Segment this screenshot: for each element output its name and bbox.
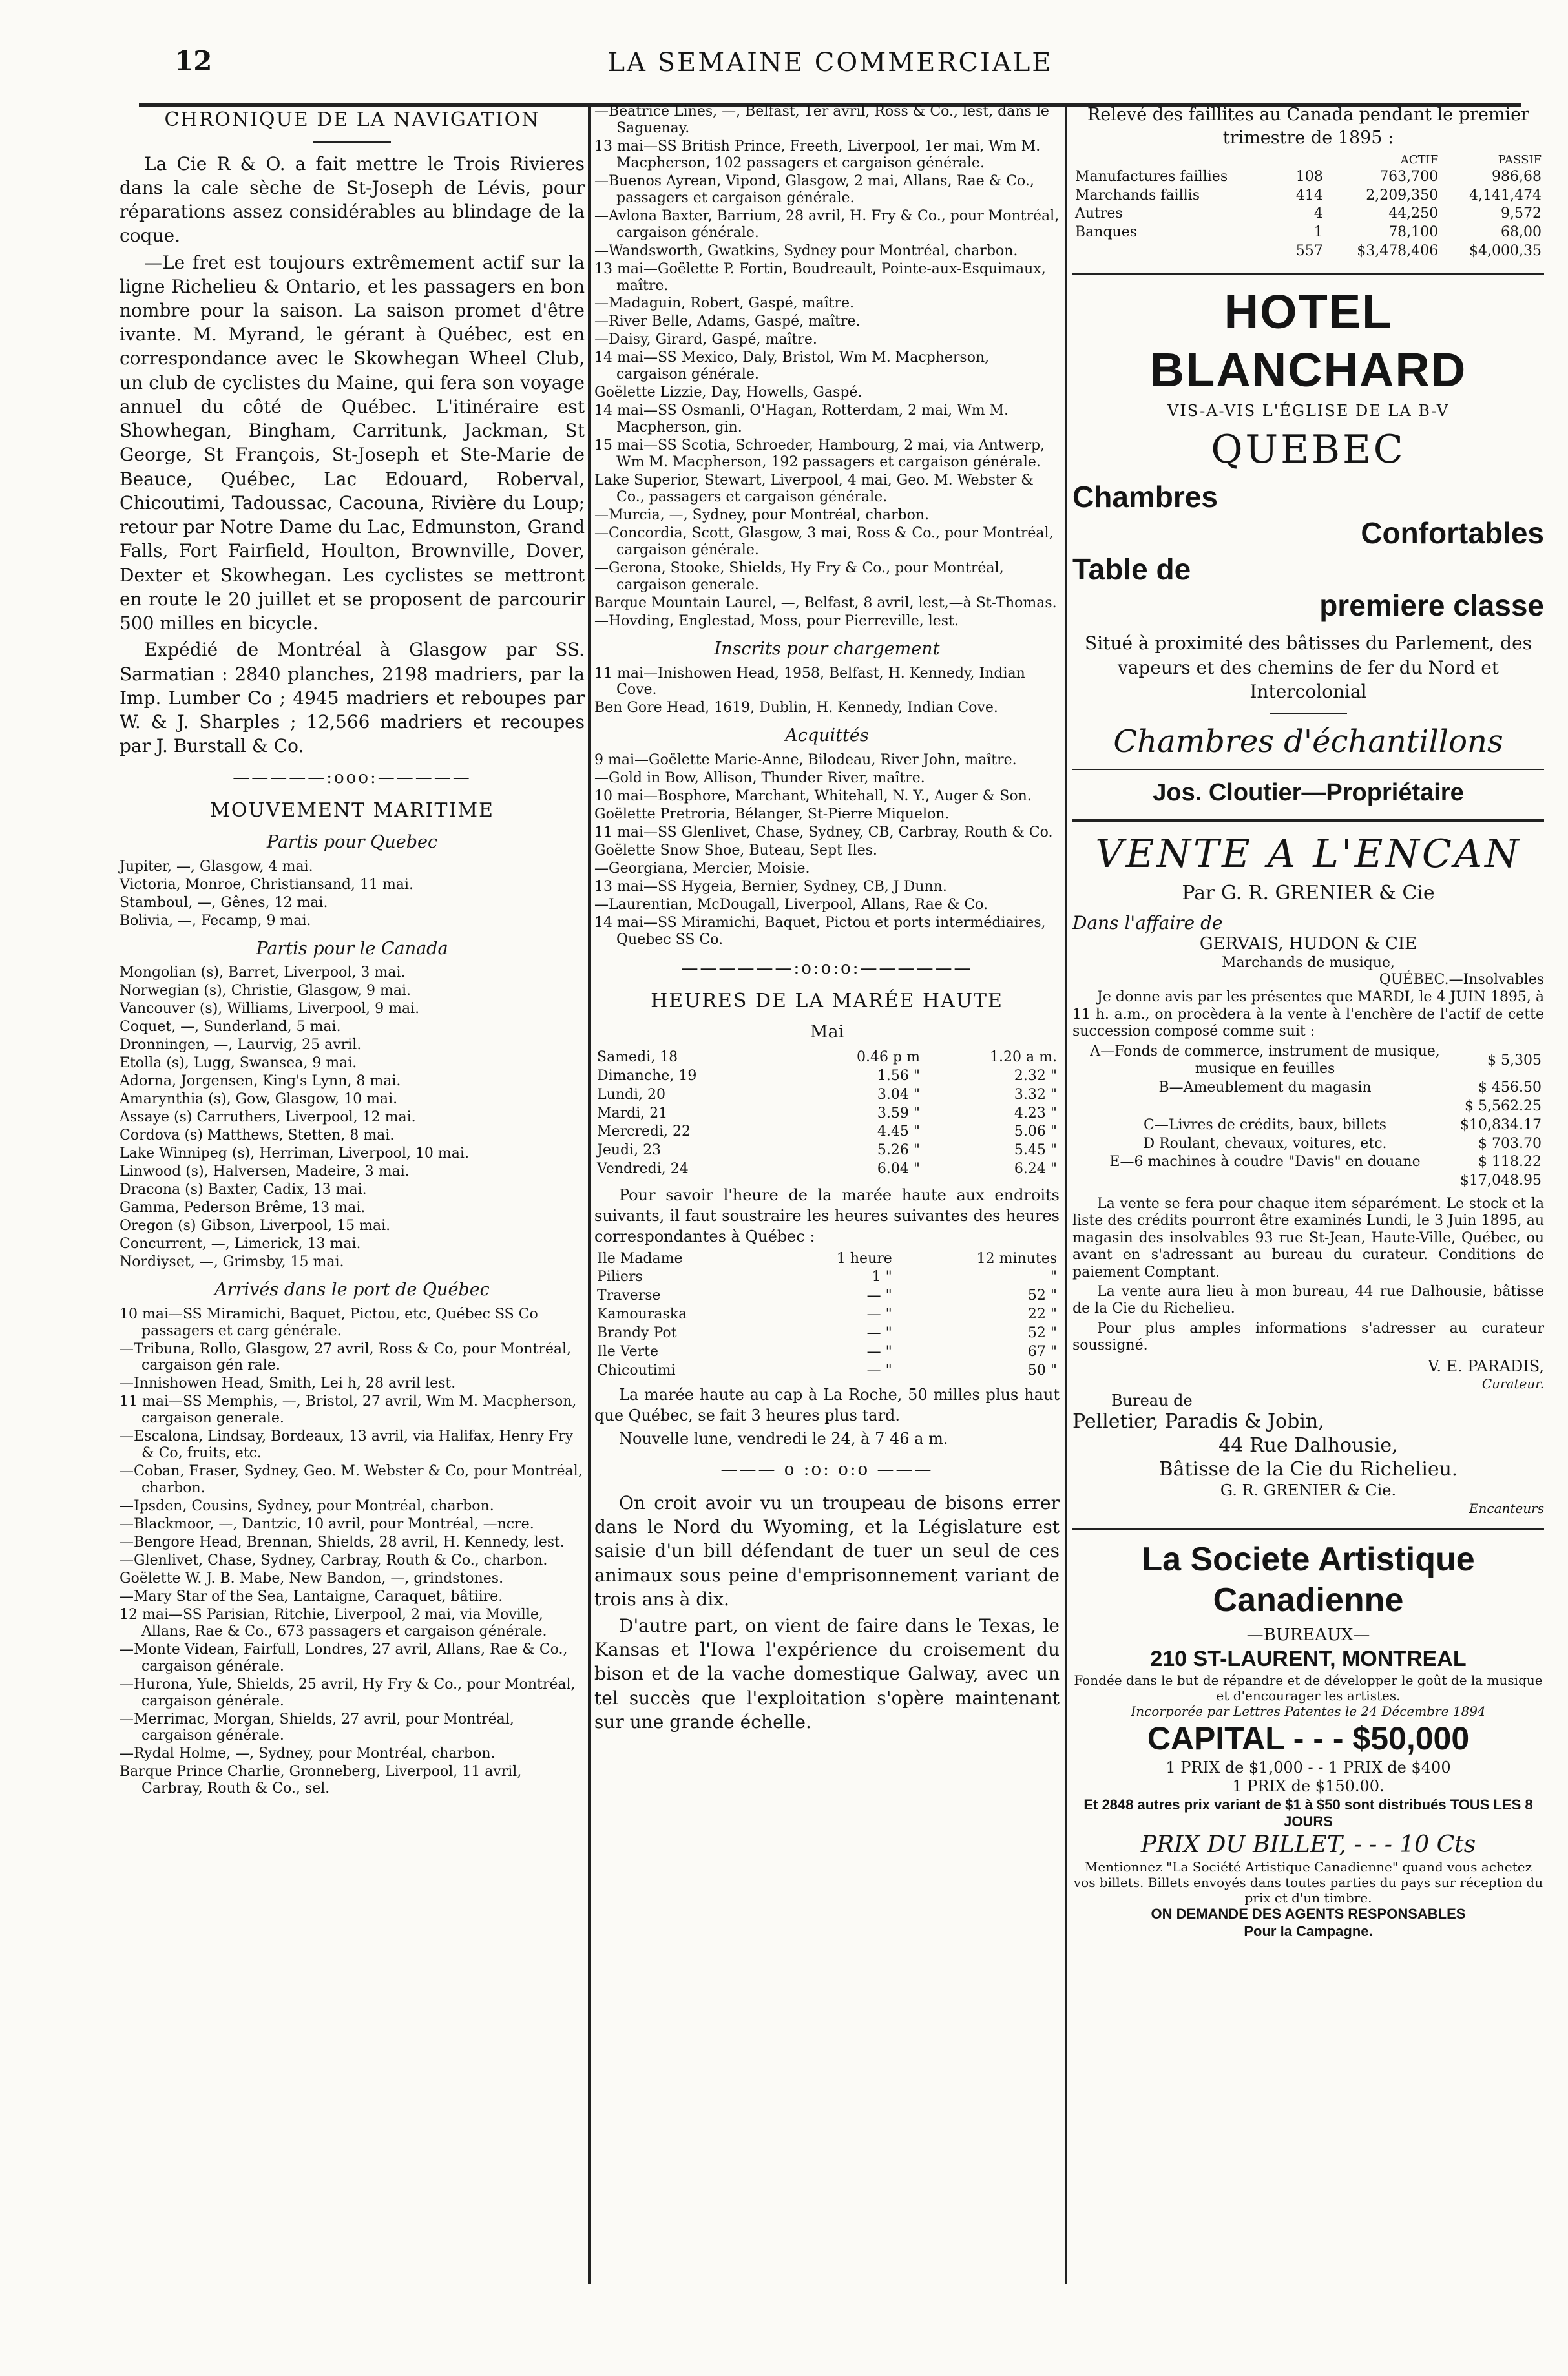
partis-quebec-list: [120, 859, 585, 930]
ship-entry: —Monte Videan, Fairfull, Londres, 27 avril, Allans, Rae & Co., cargaison générale.: [120, 1641, 568, 1674]
ship-entry: Lake Superior, Stewart, Liverpool, 4 mai, Geo. M. Webster & Co., passagers et cargaison générale.: [594, 472, 1034, 505]
ship-entry: Goëlette Snow Shoe, Buteau, Sept Iles.: [594, 842, 877, 859]
ship-entry: Ben Gore Head, 1619, Dublin, H. Kennedy, Indian Cove.: [594, 700, 998, 716]
ship-entry: Coquet, —, Sunderland, 5 mai.: [120, 1019, 341, 1036]
faillites-table: [1072, 152, 1544, 261]
table-cell: ": [1050, 1269, 1057, 1286]
vente-company: GERVAIS, HUDON & CIE: [1199, 933, 1417, 954]
table-cell: 4.23 ": [1014, 1105, 1057, 1121]
table-header: [1282, 152, 1326, 168]
ship-entry: —Innishowen Head, Smith, Lei h, 28 avril lest.: [120, 1375, 456, 1392]
ship-entry: Barque Mountain Laurel, —, Belfast, 8 avril, lest,—à St-Thomas.: [594, 594, 1057, 611]
table-cell: 5.06 ": [1014, 1123, 1057, 1140]
ship-entry: —Wandsworth, Gwatkins, Sydney pour Montréal, charbon.: [594, 242, 1018, 259]
table-cell: 414: [1295, 187, 1323, 203]
navigation-paragraph: —Le fret est toujours extrêmement actif sur la ligne Richelieu & Ontario, et les passagers en bon nombre pour la saison. La saison promet d'être ivante. M. Myrand, le gérant à Québec, est en correspondance avec le Skowhegan Wheel Club, un club de cyclistes du Maine, qui fera son voyage annuel du côté de Québec. L'itinéraire est Showhegan, Bingham, Carritunk, Jackman, St George, St François, St-Joseph et Ste-Marie de Beauce, Québec, Lac Edouard, Roberval, Chicoutimi, Tadoussac, Cacouna, Rivière du Loup; retour par Notre Dame du Lac, Edmunston, Grand Falls, Fort Fairfield, Houlton, Brownville, Dover, Dexter et Skowhegan. Les cyclistes se mettront en route le 20 juillet et se proposent de parcourir 500 milles en bicycle.: [120, 251, 585, 634]
table-header: [1072, 152, 1282, 168]
table-cell: Ile Madame: [597, 1250, 683, 1267]
page-header: [139, 45, 1521, 100]
ship-entry: Assaye (s) Carruthers, Liverpool, 12 mai.: [120, 1109, 416, 1126]
tide-place-row: [594, 1306, 1060, 1324]
vente-bureau: Bureau de: [1111, 1391, 1193, 1410]
ship-entry: 14 mai—SS Miramichi, Baquet, Pictou et ports intermédiaires, Quebec SS Co.: [594, 914, 1046, 948]
table-cell: Banques: [1075, 224, 1138, 241]
ship-entry: Victoria, Monroe, Christiansand, 11 mai.: [120, 876, 413, 893]
arrives-list: [120, 1306, 585, 1798]
lsa-description: Fondée dans le but de répandre et de développer le goût de la musique et d'encourager les artistes.: [1074, 1672, 1543, 1704]
table-cell: B—Ameublement du magasin: [1158, 1079, 1372, 1096]
vente-affaire: Dans l'affaire de: [1072, 912, 1223, 933]
vente-company-2: Marchands de musique,: [1221, 954, 1396, 971]
ship-entry: —Blackmoor, —, Dantzic, 10 avril, pour Montréal, —ncre.: [120, 1516, 534, 1533]
table-header: PASSIF: [1498, 152, 1542, 167]
table-cell: 1 heure: [836, 1250, 892, 1267]
lsa-campagne: Pour la Campagne.: [1244, 1923, 1373, 1939]
table-cell: — ": [866, 1287, 892, 1304]
table-cell: 108: [1295, 168, 1323, 185]
lsa-agents: ON DEMANDE DES AGENTS RESPONSABLES: [1151, 1906, 1466, 1923]
table-cell: 22 ": [1027, 1306, 1057, 1323]
table-cell: 4,141,474: [1469, 187, 1542, 203]
table-cell: Dimanche, 19: [597, 1067, 697, 1084]
separator: [1270, 713, 1347, 714]
tide-row: [594, 1123, 1060, 1141]
vente-note: La vente se fera pour chaque item séparément. Le stock et la liste des crédits pourront être examinés Lundi, le 3 Juin 1895, au magasin des insolvables 93 rue St-Jean, Haute-Ville, Québec, ou avant en s'adressant au bureau du curateur. Conditions de paiement Comptant.: [1072, 1196, 1544, 1280]
tide-place-row: [594, 1250, 1060, 1269]
table-cell: $ 5,562.25: [1465, 1098, 1542, 1114]
vente-note-3: Pour plus amples informations s'adresser au curateur soussigné.: [1072, 1320, 1544, 1354]
tide-places-table: [594, 1250, 1060, 1381]
ship-entry: 12 mai—SS Parisian, Ritchie, Liverpool, 2 mai, via Moville, Allans, Rae & Co., 673 passagers et cargaison générale.: [120, 1606, 547, 1640]
ship-entry: —River Belle, Adams, Gaspé, maître.: [594, 313, 861, 330]
ship-entry: Linwood (s), Halversen, Madeire, 3 mai.: [120, 1163, 410, 1180]
faillites-total-row: [1072, 242, 1544, 261]
table-cell: Autres: [1075, 205, 1123, 222]
hotel-title: HOTEL BLANCHARD: [1149, 284, 1467, 397]
ship-entry: —Merrimac, Morgan, Shields, 27 avril, pour Montréal, cargaison générale.: [120, 1711, 514, 1744]
vente-note-2: La vente aura lieu à mon bureau, 44 rue Dalhousie, bâtisse de la Cie du Richelieu.: [1072, 1284, 1544, 1317]
inscrits-title: Inscrits pour chargement: [714, 638, 940, 659]
table-cell: 1: [1313, 224, 1323, 241]
tide-place-row: [594, 1287, 1060, 1306]
column-3: [1072, 103, 1544, 1941]
bison-paragraph: D'autre part, on vient de faire dans le Texas, le Kansas et l'Iowa l'expérience du croisement du bison et de la vache domestique Galway, avec un tel succès que l'exploitation s'opère maintenant sur une grande échelle.: [594, 1614, 1060, 1733]
ship-entry: —Gold in Bow, Allison, Thunder River, maître.: [594, 770, 925, 787]
vente-text: Je donne avis par les présentes que MARDI, le 4 JUIN 1895, à 11 h. a.m., on procèdera à la vente à l'enchère de l'actif de cette succession composé comme suit :: [1072, 989, 1544, 1040]
partis-quebec-title: Partis pour Quebec: [266, 831, 438, 852]
ship-entry: Mongolian (s), Barret, Liverpool, 3 mai.: [120, 964, 406, 981]
tide-title: HEURES DE LA MARÉE HAUTE: [651, 989, 1003, 1012]
tide-row: [594, 1160, 1060, 1179]
vente-company-3: QUÉBEC.—Insolvables: [1379, 972, 1544, 988]
tide-table: [594, 1048, 1060, 1179]
table-cell: 0.46 p m: [857, 1049, 920, 1066]
table-cell: D Roulant, chevaux, voitures, etc.: [1143, 1135, 1387, 1152]
ship-entry: —Madaguin, Robert, Gaspé, maître.: [594, 295, 854, 312]
table-cell: 986,68: [1492, 168, 1542, 185]
ship-entry: Adorna, Jorgensen, King's Lynn, 8 mai.: [120, 1073, 401, 1090]
ship-entry: —Georgiana, Mercier, Moisie.: [594, 860, 810, 877]
ship-entry: —Avlona Baxter, Barrium, 28 avril, H. Fry & Co., pour Montréal, cargaison générale.: [594, 207, 1060, 241]
table-cell: $ 456.50: [1478, 1079, 1542, 1096]
table-cell: 12 minutes: [976, 1250, 1057, 1267]
table-cell: 52 ": [1027, 1287, 1057, 1304]
acquittes-list: [594, 752, 1060, 948]
navigation-paragraph: La Cie R & O. a fait mettre le Trois Rivieres dans la cale sèche de St-Joseph de Lévis, pour réparations assez considérables au blindage de la coque.: [120, 152, 585, 247]
table-cell: E—6 machines à coudre "Davis" en douane: [1109, 1154, 1421, 1171]
navigation-paragraph: Expédié de Montréal à Glasgow par SS. Sarmatian : 2840 planches, 2198 madriers, par la Imp. Lumber Co ; 4945 madriers et reboupes par W. & J. Sharples ; 12,566 madriers et recoupes par J. Burstall & Co.: [120, 639, 585, 757]
ship-entry: Cordova (s) Matthews, Stetten, 8 mai.: [120, 1127, 395, 1144]
table-cell: $ 118.22: [1478, 1154, 1542, 1171]
vente-curateur-title: Curateur.: [1481, 1375, 1544, 1391]
ship-entry: Barque Prince Charlie, Gronneberg, Liverpool, 11 avril, Carbray, Routh & Co., sel.: [120, 1764, 522, 1797]
bison-paragraph: On croit avoir vu un troupeau de bisons errer dans le Nord du Wyoming, et la Législature est saisie d'un bill défendant de tuer un seul de ces animaux sous peine d'emprisonnement variant de trois ans à dix.: [594, 1492, 1060, 1610]
ship-entry: Vancouver (s), Williams, Liverpool, 9 mai.: [120, 1001, 420, 1017]
hotel-line-2: Confortables: [1361, 516, 1544, 550]
table-cell: [1072, 1098, 1458, 1116]
vente-item-row: [1072, 1043, 1544, 1079]
table-cell: Traverse: [597, 1287, 661, 1304]
column-1: [120, 103, 585, 1798]
table-cell: 3.04 ": [877, 1086, 920, 1103]
ship-entry: 13 mai—SS British Prince, Freeth, Liverpool, 1er mai, Wm M. Macpherson, 102 passagers et cargaison générale.: [594, 138, 1041, 171]
ship-entry: —Bengore Head, Brennan, Shields, 28 avril, H. Kennedy, lest.: [120, 1534, 565, 1550]
ship-entry: Goëlette Lizzie, Day, Howells, Gaspé.: [594, 384, 862, 401]
ship-entry: —Murcia, —, Sydney, pour Montréal, charbon.: [594, 506, 929, 523]
ship-entry: 13 mai—Goëlette P. Fortin, Boudreault, Pointe-aux-Esquimaux, maître.: [594, 260, 1046, 294]
table-cell: Kamouraska: [597, 1306, 687, 1323]
partis-canada-list: [120, 964, 585, 1270]
lsa-bureaux: —BUREAUX—: [1246, 1625, 1370, 1645]
partis-canada-title: Partis pour le Canada: [256, 938, 448, 959]
table-cell: 4: [1313, 205, 1323, 222]
table-cell: 44,250: [1388, 205, 1439, 222]
lsa-note: Mentionnez "La Société Artistique Canadienne" quand vous achetez vos billets. Billets envoyés dans toutes parties du pays sur réception du prix et d'un timbre.: [1073, 1859, 1543, 1906]
tide-place-row: [594, 1268, 1060, 1287]
table-cell: 6.04 ": [877, 1161, 920, 1178]
ship-entry: Amarynthia (s), Gow, Glasgow, 10 mai.: [120, 1091, 398, 1108]
tide-note: Pour savoir l'heure de la marée haute aux endroits suivants, il faut soustraire les heures suivantes des heures correspondantes à Québec :: [594, 1185, 1060, 1245]
ship-entry: Stamboul, —, Gênes, 12 mai.: [120, 894, 328, 911]
table-cell: 67 ": [1027, 1343, 1057, 1360]
table-cell: Manufactures faillies: [1075, 168, 1228, 185]
page-number: 12: [174, 45, 213, 77]
table-cell: 78,100: [1388, 224, 1439, 241]
ship-entry: 15 mai—SS Scotia, Schroeder, Hambourg, 2 mai, via Antwerp, Wm M. Macpherson, 192 passagers et cargaison générale.: [594, 437, 1045, 471]
ship-entry: 14 mai—SS Mexico, Daly, Bristol, Wm M. Macpherson, cargaison générale.: [594, 349, 990, 383]
vente-item-row: [1072, 1079, 1544, 1098]
tide-place-row: [594, 1343, 1060, 1362]
table-cell: Chicoutimi: [597, 1362, 676, 1379]
separator: [313, 141, 391, 143]
navigation-title: CHRONIQUE DE LA NAVIGATION: [164, 109, 540, 131]
vente-encanteur: G. R. GRENIER & Cie.: [1220, 1481, 1397, 1500]
lsa-capital: CAPITAL - - - $50,000: [1147, 1720, 1470, 1756]
ship-entry: —Rydal Holme, —, Sydney, pour Montréal, charbon.: [120, 1746, 496, 1762]
societe-artistique-ad: [1072, 1528, 1544, 1941]
table-cell: [1072, 1172, 1458, 1191]
column-divider-1: [588, 107, 591, 2284]
table-cell: 68,00: [1501, 224, 1542, 241]
tide-row: [594, 1086, 1060, 1105]
hotel-line-1: Chambres: [1072, 479, 1218, 514]
table-cell: Mercredi, 22: [597, 1123, 691, 1140]
ship-entry: Gamma, Pederson Brême, 13 mai.: [120, 1199, 366, 1216]
hotel-line-4: premiere classe: [1319, 589, 1544, 623]
faillites-row: [1072, 224, 1544, 242]
lsa-prix: 1 PRIX de $1,000 - - 1 PRIX de $400: [1166, 1758, 1451, 1777]
running-title: LA SEMAINE COMMERCIALE: [607, 48, 1053, 78]
ship-entry: —Gerona, Stooke, Shields, Hy Fry & Co., pour Montréal, cargaison generale.: [594, 559, 1004, 593]
table-cell: 763,700: [1379, 168, 1439, 185]
faillites-row: [1072, 168, 1544, 187]
hotel-blanchard-ad: [1072, 273, 1544, 808]
table-cell: 52 ": [1027, 1324, 1057, 1341]
table-cell: 2.32 ": [1014, 1067, 1057, 1084]
hotel-line-3: Table de: [1072, 552, 1191, 587]
table-cell: 3.59 ": [877, 1105, 920, 1121]
lsa-address: 210 ST-LAURENT, MONTREAL: [1150, 1646, 1467, 1671]
ornament: ——————:o:o:o:——————: [681, 958, 973, 978]
acquittes-title: Acquittés: [785, 725, 869, 746]
table-cell: 1.56 ": [877, 1067, 920, 1084]
ship-entry: Concurrent, —, Limerick, 13 mai.: [120, 1235, 361, 1252]
vente-item-row: [1072, 1135, 1544, 1154]
inscrits-list: [594, 665, 1060, 717]
table-cell: Vendredi, 24: [597, 1161, 689, 1178]
table-cell: $3,478,406: [1357, 243, 1439, 260]
ship-entry: 10 mai—Bosphore, Marchant, Whitehall, N. Y., Auger & Son.: [594, 788, 1032, 805]
faillites-row: [1072, 187, 1544, 205]
ship-entry: —Daisy, Girard, Gaspé, maître.: [594, 331, 817, 348]
arrives-title: Arrivés dans le port de Québec: [214, 1279, 490, 1300]
ship-entry: Nordiyset, —, Grimsby, 15 mai.: [120, 1253, 344, 1270]
ship-entry: Goëlette W. J. B. Mabe, New Bandon, —, grindstones.: [120, 1570, 504, 1587]
vente-item-row: [1072, 1172, 1544, 1191]
table-cell: 4.45 ": [877, 1123, 920, 1140]
table-cell: Mardi, 21: [597, 1105, 668, 1121]
ship-entry: 10 mai—SS Miramichi, Baquet, Pictou, etc, Québec SS Co passagers et carg générale.: [120, 1306, 538, 1339]
ship-entry: 11 mai—SS Glenlivet, Chase, Sydney, CB, Carbray, Routh & Co.: [594, 824, 1053, 841]
table-cell: [1072, 242, 1282, 261]
ship-entry: Goëlette Pretroria, Bélanger, St-Pierre Miquelon.: [594, 806, 950, 823]
ship-entry: —Concordia, Scott, Glasgow, 3 mai, Ross & Co., pour Montréal, cargaison générale.: [594, 525, 1054, 558]
ship-entry: —Escalona, Lindsay, Bordeaux, 13 avril, via Halifax, Henry Fry & Co, fruits, etc.: [120, 1428, 574, 1462]
lsa-incorporation: Incorporée par Lettres Patentes le 24 Décembre 1894: [1131, 1703, 1486, 1719]
table-cell: Brandy Pot: [597, 1324, 677, 1341]
table-header: ACTIF: [1400, 152, 1439, 167]
ship-entry: —Tribuna, Rollo, Glasgow, 27 avril, Ross & Co, pour Montréal, cargaison gén rale.: [120, 1340, 572, 1374]
hotel-rooms: Chambres d'échantillons: [1113, 724, 1503, 760]
hotel-city: QUEBEC: [1211, 426, 1406, 472]
table-cell: — ": [866, 1324, 892, 1341]
lsa-prix-2: 1 PRIX de $150.00.: [1232, 1777, 1385, 1796]
ship-entry: —Coban, Fraser, Sydney, Geo. M. Webster & Co, pour Montréal, charbon.: [120, 1463, 583, 1497]
ship-entry: 11 mai—SS Memphis, —, Bristol, 27 avril, Wm M. Macpherson, cargaison generale.: [120, 1393, 577, 1427]
tide-row: [594, 1141, 1060, 1160]
ship-entry: Bolivia, —, Fecamp, 9 mai.: [120, 912, 311, 929]
ship-entry: —Glenlivet, Chase, Sydney, Carbray, Routh & Co., charbon.: [120, 1552, 548, 1568]
ornament: —————:ooo:—————: [233, 768, 472, 788]
ship-entry: —Ipsden, Cousins, Sydney, pour Montréal, charbon.: [120, 1498, 494, 1515]
vente-item-row: [1072, 1153, 1544, 1172]
lsa-billet: PRIX DU BILLET, - - - 10 Cts: [1140, 1831, 1476, 1859]
table-cell: 1.20 a m.: [990, 1049, 1057, 1066]
ship-entry: Norwegian (s), Christie, Glasgow, 9 mai.: [120, 983, 411, 999]
table-cell: Ile Verte: [597, 1343, 659, 1360]
table-cell: 5.45 ": [1014, 1142, 1057, 1159]
ship-entry: Lake Winnipeg (s), Herriman, Liverpool, 10 mai.: [120, 1145, 469, 1162]
tide-note-3: Nouvelle lune, vendredi le 24, à 7 46 a m.: [619, 1430, 948, 1448]
table-cell: 6.24 ": [1014, 1161, 1057, 1178]
table-cell: $4,000,35: [1469, 243, 1542, 260]
ship-entry: —Buenos Ayrean, Vipond, Glasgow, 2 mai, Allans, Rae & Co., passagers et cargaison générale.: [594, 172, 1034, 206]
tide-row: [594, 1048, 1060, 1067]
table-cell: $ 703.70: [1478, 1135, 1542, 1152]
vente-firm: Pelletier, Paradis & Jobin,: [1072, 1410, 1324, 1433]
table-cell: 50 ": [1027, 1362, 1057, 1379]
ship-entry: —Mary Star of the Sea, Lantaigne, Caraquet, bâtiire.: [120, 1588, 503, 1605]
ship-entry: Etolla (s), Lugg, Swansea, 9 mai.: [120, 1055, 357, 1072]
column-2: [594, 103, 1060, 1736]
tide-row: [594, 1105, 1060, 1123]
ship-entry: 9 mai—Goëlette Marie-Anne, Bilodeau, River John, maître.: [594, 752, 1017, 769]
vente-items-table: [1072, 1043, 1544, 1191]
ship-entry: Dracona (s) Baxter, Cadix, 13 mai.: [120, 1181, 367, 1198]
vente-curateur: V. E. PARADIS,: [1428, 1357, 1544, 1375]
ship-entry: 13 mai—SS Hygeia, Bernier, Sydney, CB, J Dunn.: [594, 879, 947, 895]
maritime-title: MOUVEMENT MARITIME: [210, 799, 494, 822]
table-cell: Piliers: [597, 1269, 643, 1286]
column-divider-2: [1065, 107, 1067, 2284]
vente-item-row: [1072, 1116, 1544, 1135]
ship-entry: —Hurona, Yule, Shields, 25 avril, Hy Fry & Co., pour Montréal, cargaison générale.: [120, 1676, 576, 1709]
table-cell: 557: [1295, 243, 1323, 260]
table-cell: 1 ": [872, 1269, 892, 1286]
vente-batisse: Bâtisse de la Cie du Richelieu.: [1158, 1457, 1458, 1481]
tide-place-row: [594, 1324, 1060, 1343]
table-cell: $17,048.95: [1460, 1172, 1542, 1189]
tide-place-row: [594, 1362, 1060, 1381]
vente-ad: [1072, 819, 1544, 1516]
tide-row: [594, 1067, 1060, 1086]
hotel-subtitle: VIS-A-VIS L'ÉGLISE DE LA B-V: [1167, 402, 1450, 421]
vente-by: Par G. R. GRENIER & Cie: [1182, 882, 1435, 905]
tide-month: Mai: [810, 1022, 844, 1043]
ship-entry: —Hovding, Englestad, Moss, pour Pierreville, lest.: [594, 612, 959, 629]
table-cell: — ": [866, 1362, 892, 1379]
table-cell: $10,834.17: [1460, 1116, 1542, 1133]
table-cell: $ 5,305: [1487, 1052, 1542, 1068]
faillites-title: Relevé des faillites au Canada pendant le premier trimestre de 1895 :: [1087, 105, 1529, 148]
table-cell: — ": [866, 1306, 892, 1323]
lsa-lots: Et 2848 autres prix variant de $1 à $50 sont distribués TOUS LES 8 JOURS: [1083, 1796, 1533, 1830]
hotel-description: Situé à proximité des bâtisses du Parlement, des vapeurs et des chemins de fer du Nord et Intercolonial: [1085, 632, 1532, 702]
vente-title: VENTE A L'ENCAN: [1095, 831, 1521, 877]
table-cell: A—Fonds de commerce, instrument de musique, musique en feuilles: [1090, 1043, 1440, 1078]
lsa-title: La Societe Artistique Canadienne: [1142, 1540, 1475, 1620]
table-cell: 5.26 ": [877, 1142, 920, 1159]
table-cell: Jeudi, 23: [597, 1142, 662, 1159]
vente-item-row: [1072, 1098, 1544, 1116]
table-cell: C—Livres de crédits, baux, billets: [1144, 1116, 1387, 1133]
ship-entry: Dronningen, —, Laurvig, 25 avril.: [120, 1037, 362, 1054]
vente-address: 44 Rue Dalhousie,: [1218, 1434, 1398, 1457]
ship-entry: —Beatrice Lines, —, Belfast, 1er avril, Ross & Co., lest, dans le Saguenay.: [594, 103, 1049, 136]
table-cell: Marchands faillis: [1075, 187, 1200, 203]
ship-entry: Oregon (s) Gibson, Liverpool, 15 mai.: [120, 1217, 391, 1234]
ship-entry: 14 mai—SS Osmanli, O'Hagan, Rotterdam, 2 mai, Wm M. Macpherson, gin.: [594, 402, 1009, 436]
tide-note-2: La marée haute au cap à La Roche, 50 milles plus haut que Québec, se fait 3 heures plus tard.: [594, 1386, 1060, 1425]
ornament: ——— o :o: o:o ———: [720, 1460, 934, 1480]
hotel-owner: Jos. Cloutier—Propriétaire: [1153, 778, 1464, 806]
table-cell: — ": [866, 1343, 892, 1360]
table-cell: 2,209,350: [1366, 187, 1439, 203]
vente-encanteur-title: Encanteurs: [1469, 1500, 1544, 1516]
ship-entry: —Laurentian, McDougall, Liverpool, Allans, Rae & Co.: [594, 896, 988, 913]
table-cell: Lundi, 20: [597, 1086, 666, 1103]
ship-entry: 11 mai—Inishowen Head, 1958, Belfast, H. Kennedy, Indian Cove.: [594, 665, 1025, 698]
table-cell: Samedi, 18: [597, 1049, 678, 1066]
table-cell: 3.32 ": [1014, 1086, 1057, 1103]
table-cell: 9,572: [1501, 205, 1542, 222]
faillites-row: [1072, 205, 1544, 224]
ship-entry: Jupiter, —, Glasgow, 4 mai.: [120, 858, 313, 875]
arrives-continued-list: [594, 103, 1060, 630]
